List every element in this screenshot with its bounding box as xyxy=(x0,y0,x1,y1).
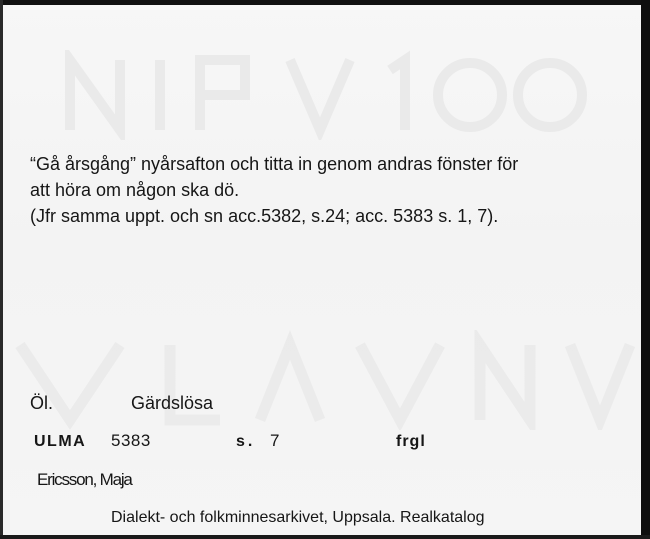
page-number: 7 xyxy=(270,431,280,450)
bleed-through-shapes-upper xyxy=(60,50,620,140)
description-line: (Jfr samma uppt. och sn acc.5382, s.24; acc. 5383 s. 1, 7). xyxy=(30,206,499,226)
card-top-edge xyxy=(0,0,650,5)
accession-number: 5383 xyxy=(111,431,151,450)
parish-name: Gärdslösa xyxy=(131,393,214,413)
description-line: att höra om någon ska dö. xyxy=(30,180,240,200)
description-line: “Gå årsgång” nyårsafton och titta in genom andras fönster för xyxy=(30,154,519,174)
card-bottom-edge xyxy=(0,535,650,539)
province-abbreviation: Öl. xyxy=(30,393,54,413)
record-description xyxy=(30,151,518,229)
card-right-edge xyxy=(641,0,650,539)
bleed-through-mark-upper xyxy=(60,50,620,161)
card-left-edge xyxy=(0,0,3,539)
archive-code: ULMA xyxy=(34,433,87,450)
bleed-through-shapes-lower xyxy=(0,330,640,430)
bleed-through-mark-lower xyxy=(0,330,640,453)
page-prefix: s. xyxy=(236,433,256,450)
archive-footer: Dialekt- och folkminnesarkivet, Uppsala. Realkatalog xyxy=(111,509,485,526)
language-code: frgl xyxy=(396,433,426,450)
informant-name: Ericsson, Maja xyxy=(37,470,132,489)
